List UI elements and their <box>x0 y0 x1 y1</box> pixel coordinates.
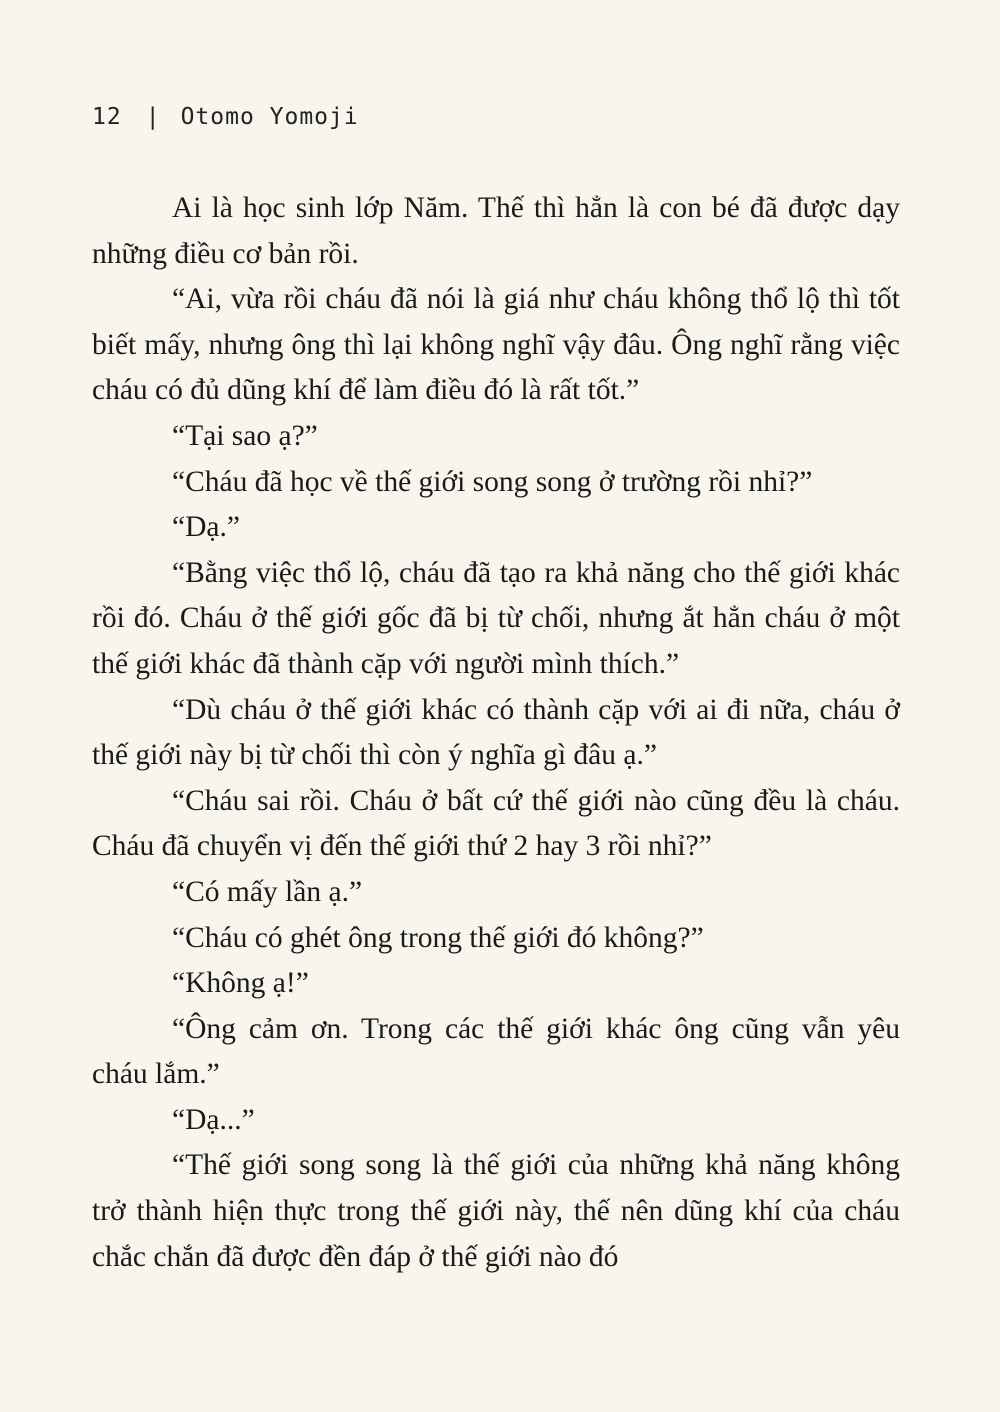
paragraph: “Bằng việc thổ lộ, cháu đã tạo ra khả năng cho thế giới khác rồi đó. Cháu ở thế giới gốc đã bị từ chối, nhưng ắt hẳn cháu ở một thế giới khác đã thành cặp với người mình thích.” <box>92 556 900 680</box>
paragraph: “Dù cháu ở thế giới khác có thành cặp với ai đi nữa, cháu ở thế giới này bị từ chối thì còn ý nghĩa gì đâu ạ.” <box>92 693 900 772</box>
body-text <box>92 186 900 1280</box>
paragraph: “Không ạ!” <box>172 967 309 1000</box>
header-separator: | <box>145 104 161 130</box>
paragraph: “Thế giới song song là thế giới của những khả năng không trở thành hiện thực trong thế giới này, thế nên dũng khí của cháu chắc chắn đã được đền đáp ở thế giới nào đó <box>92 1149 900 1273</box>
paragraph: “Có mấy lần ạ.” <box>172 875 363 908</box>
paragraph: “Cháu có ghét ông trong thế giới đó không?” <box>172 921 704 954</box>
paragraph: “Cháu sai rồi. Cháu ở bất cứ thế giới nào cũng đều là cháu. Cháu đã chuyển vị đến thế giới thứ 2 hay 3 rồi nhỉ?” <box>92 784 900 863</box>
paragraph: “Dạ.” <box>172 511 240 544</box>
paragraph: “Dạ...” <box>172 1103 255 1136</box>
paragraph: “Tại sao ạ?” <box>172 419 318 452</box>
paragraph: Ai là học sinh lớp Năm. Thế thì hẳn là con bé đã được dạy những điều cơ bản rồi. <box>92 192 900 270</box>
running-header <box>92 104 359 130</box>
author-name: Otomo Yomoji <box>180 104 359 130</box>
paragraph: “Ai, vừa rồi cháu đã nói là giá như cháu không thổ lộ thì tốt biết mấy, nhưng ông thì lại không nghĩ vậy đâu. Ông nghĩ rằng việc cháu có đủ dũng khí để làm điều đó là rất tốt.” <box>92 283 900 407</box>
paragraph: “Ông cảm ơn. Trong các thế giới khác ông cũng vẫn yêu cháu lắm.” <box>92 1012 900 1091</box>
paragraph: “Cháu đã học về thế giới song song ở trường rồi nhỉ?” <box>172 465 813 498</box>
page-number: 12 <box>92 104 122 130</box>
